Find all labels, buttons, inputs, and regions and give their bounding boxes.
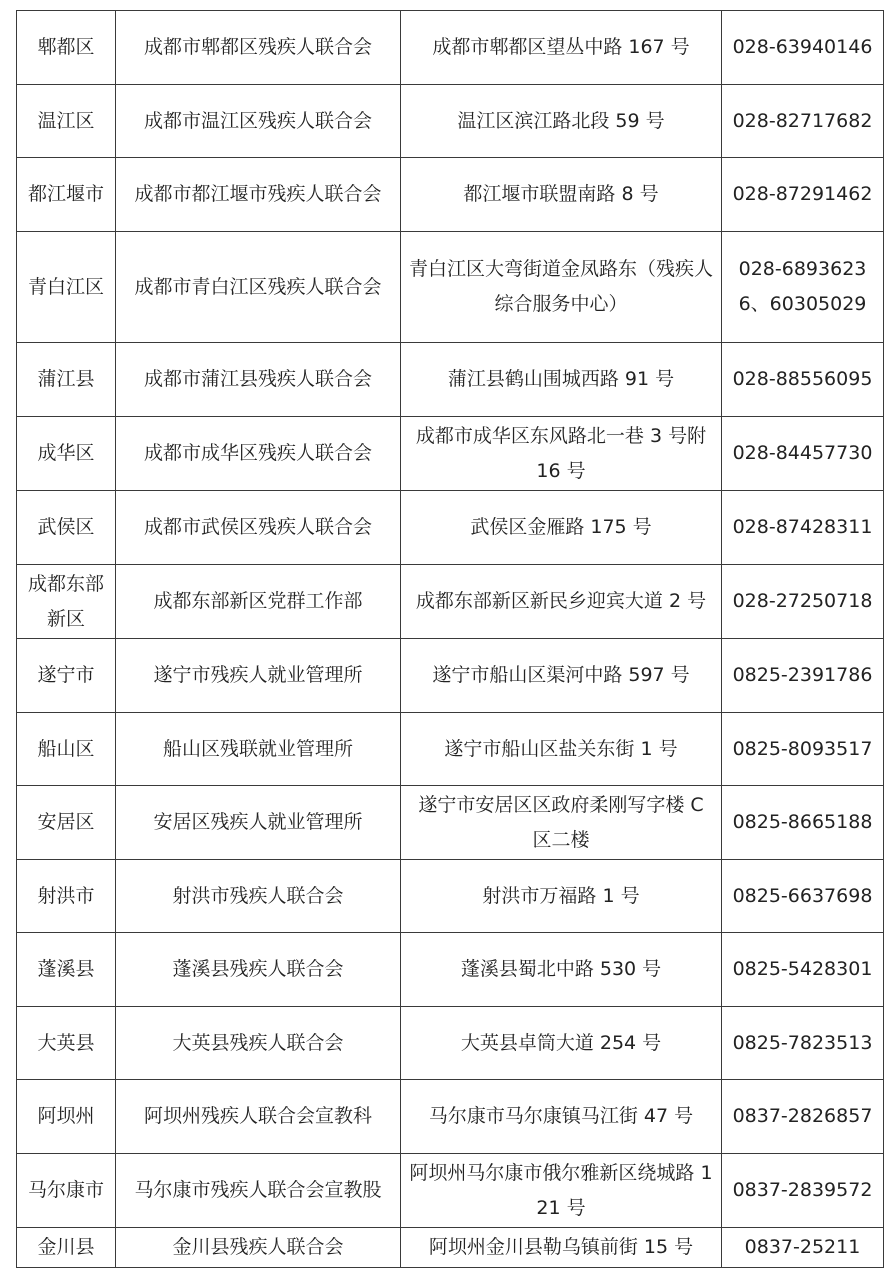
region-text: 遂宁市	[37, 664, 95, 686]
region-text: 武侯区	[37, 516, 95, 538]
phone-cell	[722, 343, 884, 417]
phone-text: 028-88556095	[732, 368, 873, 390]
organization-text: 马尔康市残疾人联合会宣教股	[134, 1179, 382, 1201]
organization-cell	[116, 343, 401, 417]
address-text: 青白江区大弯街道金凤路东（残疾人综合服务中心）	[408, 258, 713, 315]
organization-cell	[116, 1154, 401, 1228]
organization-text: 成都市都江堰市残疾人联合会	[134, 183, 382, 205]
phone-cell	[722, 860, 884, 933]
phone-text: 028-87291462	[732, 183, 873, 205]
phone-text: 0837-25211	[744, 1236, 861, 1258]
address-text: 遂宁市船山区盐关东街 1 号	[444, 737, 678, 760]
region-cell	[17, 565, 116, 639]
region-text: 郫都区	[37, 36, 95, 58]
table-row	[17, 933, 884, 1007]
address-cell	[401, 1007, 722, 1080]
phone-cell	[722, 417, 884, 491]
phone-cell	[722, 1007, 884, 1080]
address-text: 武侯区金雁路 175 号	[470, 516, 652, 538]
region-text: 安居区	[37, 811, 95, 833]
region-text: 成都东部新区	[27, 572, 104, 630]
phone-cell	[722, 1080, 884, 1154]
address-text: 都江堰市联盟南路 8 号	[463, 183, 659, 205]
region-cell	[17, 786, 116, 860]
region-cell	[17, 639, 116, 713]
phone-cell	[722, 713, 884, 786]
address-cell	[401, 786, 722, 860]
phone-text: 0825-7823513	[732, 1031, 873, 1054]
phone-text: 0825-6637698	[732, 884, 873, 907]
region-text: 都江堰市	[27, 183, 104, 205]
address-cell	[401, 491, 722, 565]
region-cell	[17, 491, 116, 565]
region-text: 青白江区	[27, 275, 104, 298]
region-text: 船山区	[37, 737, 95, 760]
table-body	[17, 11, 884, 1268]
phone-text: 028-84457730	[732, 442, 873, 464]
address-text: 遂宁市船山区渠河中路 597 号	[432, 664, 690, 686]
address-text: 马尔康市马尔康镇马江街 47 号	[428, 1105, 694, 1127]
address-text: 成都市成华区东风路北一巷 3 号附 16 号	[415, 424, 707, 482]
organization-cell	[116, 491, 401, 565]
phone-cell	[722, 1228, 884, 1268]
region-cell	[17, 343, 116, 417]
table-row	[17, 713, 884, 786]
phone-text: 0825-2391786	[732, 664, 873, 686]
region-cell	[17, 1228, 116, 1268]
phone-cell	[722, 158, 884, 232]
organization-cell	[116, 417, 401, 491]
table-row	[17, 1228, 884, 1268]
organization-cell	[116, 1080, 401, 1154]
organization-cell	[116, 860, 401, 933]
organization-text: 蓬溪县残疾人联合会	[172, 958, 344, 980]
phone-text: 028-27250718	[732, 590, 873, 612]
organization-text: 阿坝州残疾人联合会宣教科	[143, 1105, 372, 1127]
table-row	[17, 85, 884, 158]
region-cell	[17, 232, 116, 343]
phone-cell	[722, 232, 884, 343]
region-cell	[17, 1154, 116, 1228]
region-cell	[17, 11, 116, 85]
phone-text: 028-82717682	[732, 109, 873, 132]
address-cell	[401, 11, 722, 85]
organization-text: 安居区残疾人就业管理所	[153, 811, 363, 833]
table-row	[17, 158, 884, 232]
organization-text: 成都市温江区残疾人联合会	[143, 109, 372, 132]
region-text: 温江区	[37, 109, 95, 132]
table-row	[17, 232, 884, 343]
table-row	[17, 639, 884, 713]
address-cell	[401, 1228, 722, 1268]
organization-cell	[116, 232, 401, 343]
table-row	[17, 11, 884, 85]
region-cell	[17, 417, 116, 491]
region-text: 成华区	[37, 442, 95, 464]
phone-text: 028-68936236、60305029	[738, 258, 867, 315]
region-cell	[17, 860, 116, 933]
organization-text: 成都市青白江区残疾人联合会	[134, 275, 382, 298]
phone-cell	[722, 933, 884, 1007]
phone-cell	[722, 491, 884, 565]
phone-cell	[722, 11, 884, 85]
organization-cell	[116, 786, 401, 860]
organization-cell	[116, 1228, 401, 1268]
phone-cell	[722, 1154, 884, 1228]
address-cell	[401, 565, 722, 639]
phone-cell	[722, 786, 884, 860]
phone-cell	[722, 639, 884, 713]
organization-cell	[116, 158, 401, 232]
phone-text: 0825-5428301	[732, 958, 873, 980]
phone-text: 028-63940146	[732, 36, 873, 58]
region-cell	[17, 713, 116, 786]
address-cell	[401, 713, 722, 786]
region-text: 射洪市	[37, 884, 95, 907]
address-cell	[401, 232, 722, 343]
address-text: 蒲江县鹤山围城西路 91 号	[447, 368, 675, 390]
address-text: 阿坝州金川县勒乌镇前街 15 号	[428, 1236, 694, 1258]
organization-text: 金川县残疾人联合会	[172, 1236, 344, 1258]
address-cell	[401, 343, 722, 417]
table-row	[17, 1154, 884, 1228]
organization-cell	[116, 933, 401, 1007]
region-cell	[17, 1007, 116, 1080]
address-text: 蓬溪县蜀北中路 530 号	[460, 958, 662, 980]
address-text: 成都市郫都区望丛中路 167 号	[432, 36, 690, 58]
table-row	[17, 491, 884, 565]
address-cell	[401, 1154, 722, 1228]
address-cell	[401, 158, 722, 232]
region-text: 马尔康市	[27, 1179, 104, 1201]
address-text: 温江区滨江路北段 59 号	[457, 109, 665, 132]
organization-text: 成都市郫都区残疾人联合会	[143, 36, 372, 58]
address-cell	[401, 417, 722, 491]
organization-text: 成都市成华区残疾人联合会	[143, 442, 372, 464]
organization-text: 船山区残联就业管理所	[162, 737, 353, 760]
region-cell	[17, 85, 116, 158]
organization-cell	[116, 565, 401, 639]
organization-cell	[116, 1007, 401, 1080]
table-row	[17, 1007, 884, 1080]
region-cell	[17, 158, 116, 232]
organization-text: 成都市蒲江县残疾人联合会	[143, 368, 372, 390]
table-row	[17, 786, 884, 860]
organization-text: 遂宁市残疾人就业管理所	[153, 664, 363, 686]
phone-text: 0825-8665188	[732, 811, 873, 833]
region-cell	[17, 933, 116, 1007]
address-text: 射洪市万福路 1 号	[482, 884, 640, 907]
address-cell	[401, 860, 722, 933]
address-text: 成都东部新区新民乡迎宾大道 2 号	[415, 590, 707, 612]
address-cell	[401, 1080, 722, 1154]
table-row	[17, 860, 884, 933]
phone-text: 0837-2826857	[732, 1105, 873, 1127]
phone-text: 0825-8093517	[732, 737, 873, 760]
phone-cell	[722, 85, 884, 158]
address-text: 遂宁市安居区区政府柔刚写字楼 C 区二楼	[418, 793, 704, 851]
region-text: 蓬溪县	[37, 958, 95, 980]
table-row	[17, 343, 884, 417]
organization-text: 大英县残疾人联合会	[172, 1031, 344, 1054]
organization-cell	[116, 85, 401, 158]
address-text: 阿坝州马尔康市俄尔雅新区绕城路 121 号	[409, 1161, 713, 1219]
region-text: 大英县	[37, 1031, 95, 1054]
organization-text: 射洪市残疾人联合会	[172, 884, 344, 907]
region-text: 阿坝州	[37, 1105, 95, 1127]
address-text: 大英县卓筒大道 254 号	[460, 1031, 662, 1054]
organization-cell	[116, 11, 401, 85]
address-cell	[401, 933, 722, 1007]
region-text: 蒲江县	[37, 368, 95, 390]
address-cell	[401, 639, 722, 713]
organization-cell	[116, 713, 401, 786]
phone-text: 028-87428311	[732, 516, 873, 538]
region-text: 金川县	[37, 1236, 95, 1258]
table-row	[17, 565, 884, 639]
table-row	[17, 1080, 884, 1154]
table-row	[17, 417, 884, 491]
region-cell	[17, 1080, 116, 1154]
phone-cell	[722, 565, 884, 639]
organization-text: 成都东部新区党群工作部	[153, 590, 363, 612]
organization-cell	[116, 639, 401, 713]
organization-text: 成都市武侯区残疾人联合会	[143, 516, 372, 538]
address-cell	[401, 85, 722, 158]
phone-text: 0837-2839572	[732, 1179, 873, 1201]
contact-table	[16, 10, 884, 1268]
